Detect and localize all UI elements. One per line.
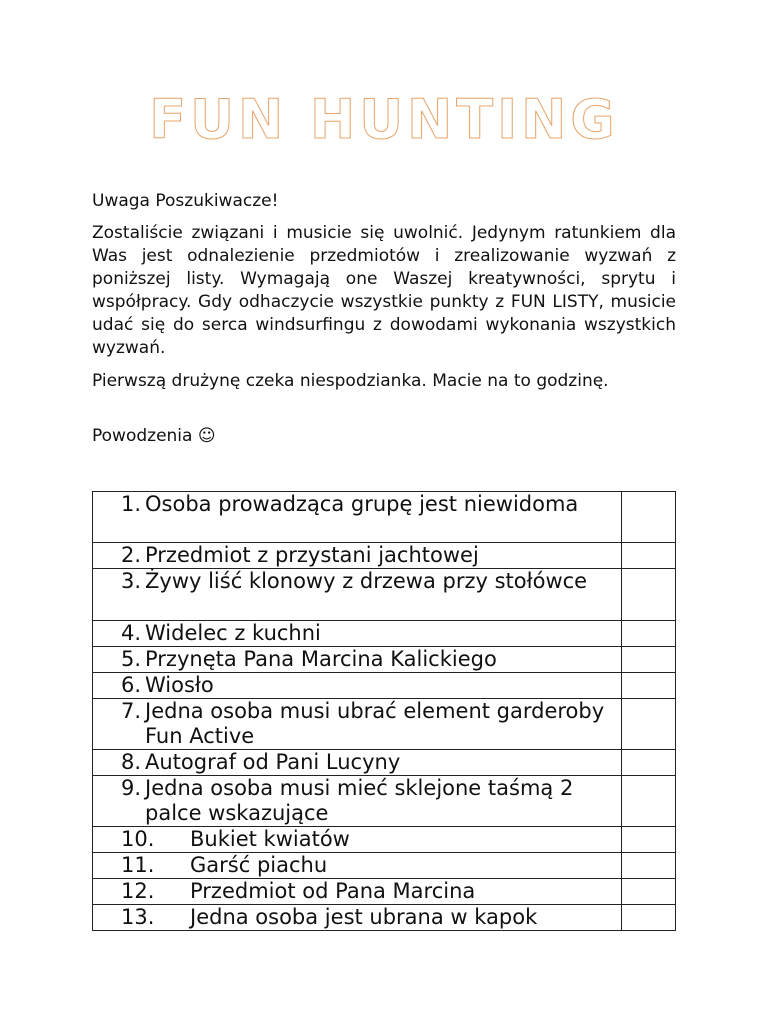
task-content (93, 776, 621, 826)
task-content (93, 853, 621, 878)
task-row (93, 492, 676, 543)
task-cell (93, 699, 622, 750)
task-checkbox-cell[interactable] (622, 543, 676, 569)
task-checkbox-cell[interactable] (622, 699, 676, 750)
task-checkbox-cell[interactable] (622, 569, 676, 621)
task-number: 3. (121, 569, 142, 593)
task-number: 6. (121, 673, 142, 697)
task-content (93, 699, 621, 749)
closing-text: Powodzenia ☺ (92, 426, 216, 446)
task-number: 13. (121, 905, 155, 929)
task-checkbox-cell[interactable] (622, 621, 676, 647)
task-text: Przedmiot z przystani jachtowej (145, 543, 479, 567)
task-cell (93, 905, 622, 931)
task-text: Widelec z kuchni (145, 621, 321, 645)
task-cell (93, 673, 622, 699)
task-row (93, 699, 676, 750)
task-row (93, 569, 676, 621)
second-paragraph: Pierwszą drużynę czeka niespodzianka. Macie na to godzinę. (92, 371, 609, 391)
task-content (93, 621, 621, 646)
task-text: Przedmiot od Pana Marcina (190, 879, 476, 903)
task-row (93, 879, 676, 905)
task-number: 4. (121, 621, 142, 645)
task-checkbox-cell[interactable] (622, 776, 676, 827)
task-text: Osoba prowadząca grupę jest niewidoma (145, 492, 579, 516)
task-checkbox-cell[interactable] (622, 750, 676, 776)
task-cell (93, 647, 622, 673)
page-title: FUN HUNTING (149, 88, 619, 151)
task-row (93, 673, 676, 699)
task-row (93, 905, 676, 931)
task-text: Przynęta Pana Marcina Kalickiego (145, 647, 497, 671)
task-cell (93, 827, 622, 853)
task-checkbox-cell[interactable] (622, 647, 676, 673)
task-cell (93, 492, 622, 543)
task-number: 9. (121, 776, 142, 800)
task-checkbox-cell[interactable] (622, 673, 676, 699)
task-number: 12. (121, 879, 155, 903)
task-text: Wiosło (145, 673, 214, 697)
task-row (93, 750, 676, 776)
task-content (93, 543, 621, 568)
task-content (93, 750, 621, 775)
task-content (93, 673, 621, 698)
task-row (93, 621, 676, 647)
task-cell (93, 569, 622, 621)
task-number: 10. (121, 827, 155, 851)
task-cell (93, 853, 622, 879)
task-text: Żywy liść klonowy z drzewa przy stołówce (145, 569, 588, 593)
task-cell (93, 776, 622, 827)
task-checkbox-cell[interactable] (622, 827, 676, 853)
task-text: Garść piachu (190, 853, 328, 877)
task-content (93, 569, 621, 594)
task-number: 8. (121, 750, 142, 774)
task-checkbox-cell[interactable] (622, 879, 676, 905)
task-text: Jedna osoba musi ubrać element garderoby Fun Active (145, 699, 605, 748)
task-number: 7. (121, 699, 142, 723)
greeting-text: Uwaga Poszukiwacze! (92, 191, 279, 211)
task-checkbox-cell[interactable] (622, 492, 676, 543)
task-cell (93, 750, 622, 776)
task-cell (93, 543, 622, 569)
task-checklist-table (92, 491, 676, 931)
task-content (93, 647, 621, 672)
task-content (93, 905, 621, 930)
task-content (93, 492, 621, 517)
task-text: Bukiet kwiatów (190, 827, 350, 851)
task-content (93, 879, 621, 904)
task-cell (93, 621, 622, 647)
task-row (93, 543, 676, 569)
task-number: 5. (121, 647, 142, 671)
task-cell (93, 879, 622, 905)
task-text: Jedna osoba jest ubrana w kapok (190, 905, 538, 929)
task-number: 2. (121, 543, 142, 567)
task-checkbox-cell[interactable] (622, 905, 676, 931)
task-checkbox-cell[interactable] (622, 853, 676, 879)
intro-paragraph: Zostaliście związani i musicie się uwolnić. Jedynym ratunkiem dla Was jest odnalezienie przedmiotów i zrealizowanie wyzwań z poniższej listy. Wymagają one Waszej kreatywności, sprytu i współpracy. Gdy odhaczycie wszystkie punkty z FUN LISTY, musicie udać się do serca windsurfingu z dowodami wykonania wszystkich wyzwań. (92, 223, 676, 358)
task-row (93, 827, 676, 853)
task-row (93, 776, 676, 827)
task-text: Jedna osoba musi mieć sklejone taśmą 2 palce wskazujące (145, 776, 574, 825)
task-content (93, 827, 621, 852)
task-number: 11. (121, 853, 155, 877)
task-number: 1. (121, 492, 142, 516)
task-text: Autograf od Pani Lucyny (145, 750, 401, 774)
task-row (93, 853, 676, 879)
task-row (93, 647, 676, 673)
